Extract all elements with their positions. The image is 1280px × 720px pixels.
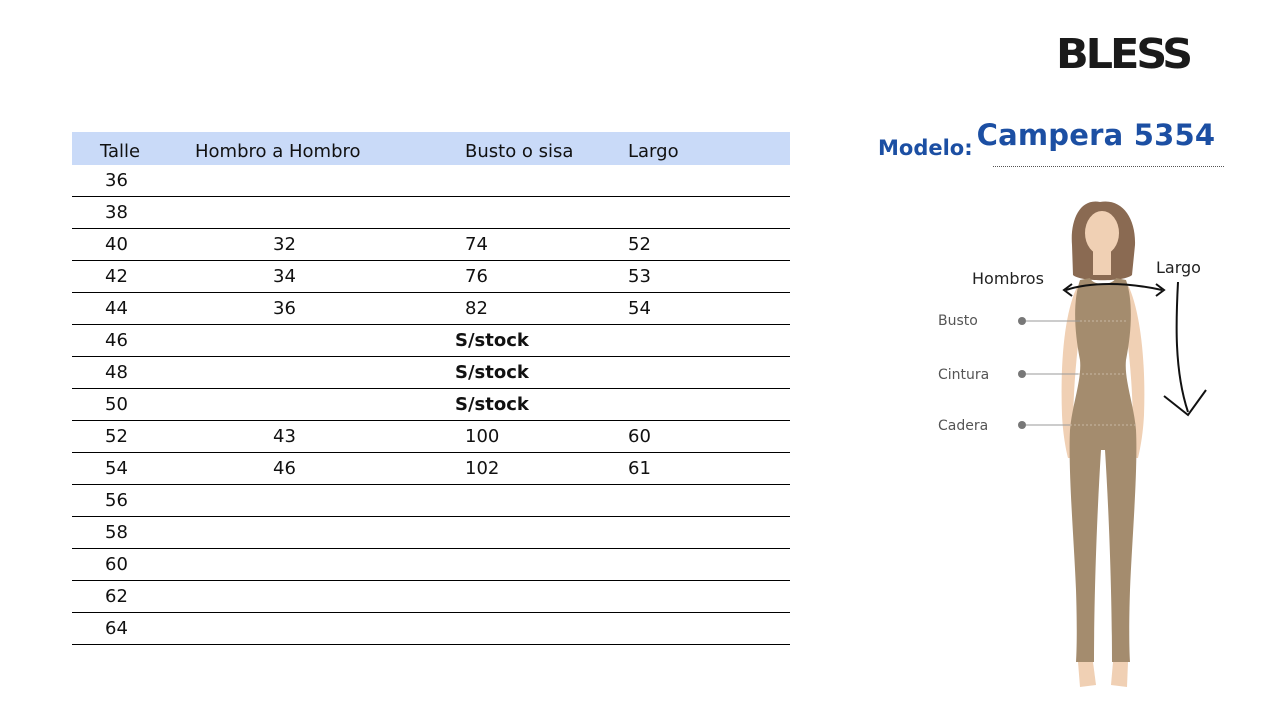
table-row [72,197,790,229]
body-measurement-figure [930,190,1230,700]
cell-busto [425,485,580,517]
cell-busto [425,517,580,549]
cell-hombro [169,549,425,581]
cell-busto [425,581,580,613]
cell-talle: 54 [72,453,169,485]
cell-hombro [169,613,425,645]
cell-busto: 102 [425,453,580,485]
cell-hombro [169,485,425,517]
cell-hombro [169,517,425,549]
label-cadera: Cadera [938,418,989,434]
cell-talle: 48 [72,357,169,389]
table-body [72,165,790,645]
cell-busto [425,549,580,581]
cell-largo [580,549,790,581]
cell-busto [425,613,580,645]
cell-talle: 44 [72,293,169,325]
cell-talle: 36 [72,165,169,197]
figure-left-foot [1078,662,1096,687]
cell-talle: 56 [72,485,169,517]
header-talle: Talle [72,132,169,165]
cell-largo [580,517,790,549]
modelo-title [878,118,1215,160]
label-largo: Largo [1156,258,1201,277]
figure-right-foot [1111,662,1128,687]
table-row [72,389,790,421]
cell-busto: 100 [425,421,580,453]
header-hombro: Hombro a Hombro [169,132,425,165]
cell-largo: 61 [580,453,790,485]
table-row [72,549,790,581]
table-header-row [72,132,790,165]
cell-talle: 62 [72,581,169,613]
figure-bodysuit [1070,278,1137,662]
header-largo: Largo [580,132,790,165]
cell-largo [580,197,790,229]
modelo-label: Modelo: [878,136,973,160]
cell-largo [580,165,790,197]
table-row [72,581,790,613]
cell-largo: 53 [580,261,790,293]
table-row [72,293,790,325]
largo-arrow [1177,282,1188,412]
cell-talle: 60 [72,549,169,581]
cell-hombro: 34 [169,261,425,293]
table-row [72,325,790,357]
label-cintura: Cintura [938,367,990,383]
size-table [72,132,790,645]
figure-neck [1093,250,1111,275]
cell-talle: 50 [72,389,169,421]
table-row [72,421,790,453]
table-row [72,165,790,197]
cell-busto [425,165,580,197]
cell-largo [580,613,790,645]
label-busto: Busto [938,313,978,329]
cell-stock-status: S/stock [169,325,790,357]
table-row [72,261,790,293]
cell-hombro [169,197,425,229]
bless-logo: BLESS [1056,30,1190,78]
cell-talle: 42 [72,261,169,293]
table-row [72,517,790,549]
table-row [72,357,790,389]
cell-busto: 82 [425,293,580,325]
cell-busto: 76 [425,261,580,293]
cell-hombro: 36 [169,293,425,325]
table-row [72,229,790,261]
cell-largo: 52 [580,229,790,261]
cell-stock-status: S/stock [169,357,790,389]
table-row [72,453,790,485]
cell-hombro [169,581,425,613]
table-row [72,485,790,517]
cell-hombro: 46 [169,453,425,485]
modelo-value: Campera 5354 [976,118,1216,152]
table-row [72,613,790,645]
cell-talle: 64 [72,613,169,645]
label-hombros: Hombros [972,269,1044,288]
cell-talle: 52 [72,421,169,453]
cell-stock-status: S/stock [169,389,790,421]
cell-largo: 60 [580,421,790,453]
cell-talle: 40 [72,229,169,261]
cell-hombro [169,165,425,197]
header-busto: Busto o sisa [425,132,580,165]
cell-largo [580,581,790,613]
cell-largo: 54 [580,293,790,325]
cell-talle: 38 [72,197,169,229]
cell-hombro: 43 [169,421,425,453]
modelo-underline [993,166,1224,167]
cell-largo [580,485,790,517]
cell-busto: 74 [425,229,580,261]
cell-talle: 58 [72,517,169,549]
cell-hombro: 32 [169,229,425,261]
figure-face [1085,211,1119,255]
cell-busto [425,197,580,229]
cell-talle: 46 [72,325,169,357]
